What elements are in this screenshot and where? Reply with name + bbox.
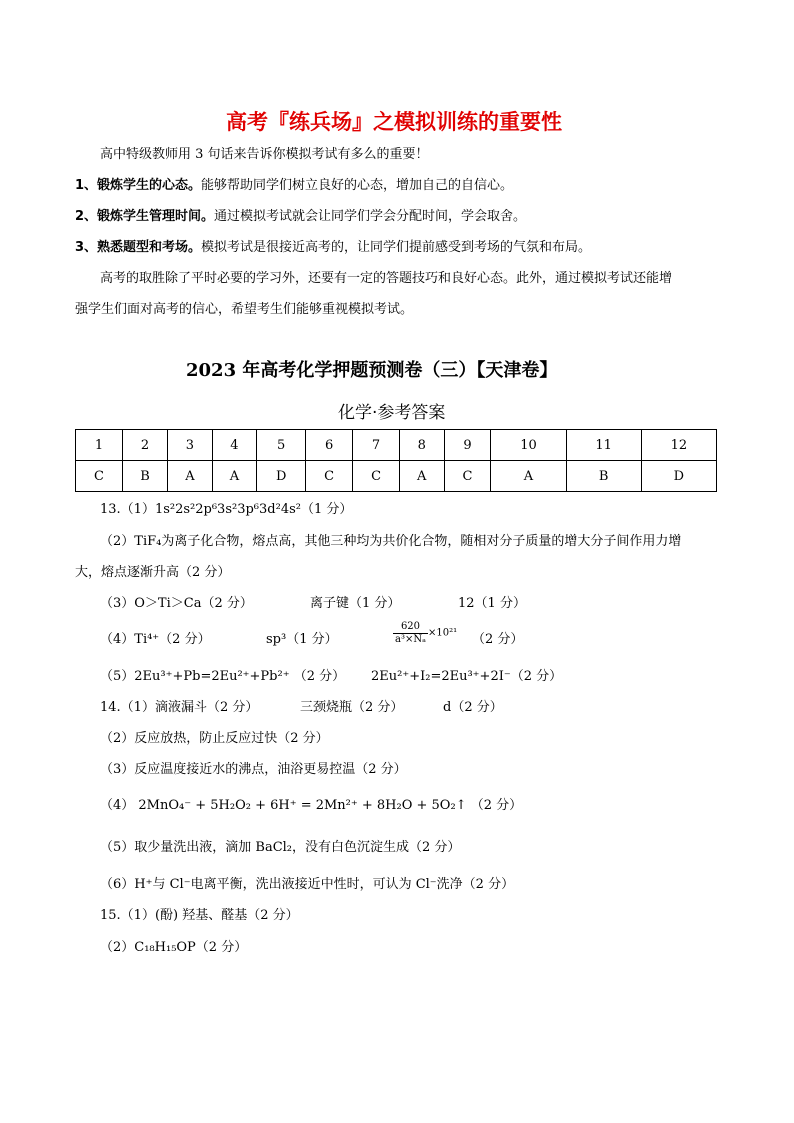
q13-part4-b: sp³（1 分） xyxy=(266,632,338,647)
point-2-lead: 2、锻炼学生管理时间。 xyxy=(75,209,215,224)
q13-part3-c: 12（1 分） xyxy=(458,596,526,611)
q14-part5: （5）取少量洗出液，滴加 BaCl₂，没有白色沉淀生成（2 分） xyxy=(100,840,461,855)
question-number: 4 xyxy=(212,430,257,461)
q15-part2: （2）C₁₈H₁₅OP（2 分） xyxy=(100,940,248,955)
q14-part2: （2）反应放热，防止反应过快（2 分） xyxy=(100,731,329,746)
q13-part2-line2: 大，熔点逐渐升高（2 分） xyxy=(75,565,231,580)
exam-subtitle: 化学·参考答案 xyxy=(338,403,446,423)
q14-part4: （4） 2MnO₄⁻ + 5H₂O₂ + 6H⁺ = 2Mn²⁺ + 8H₂O + 5O₂↑ （2 分） xyxy=(100,798,523,813)
q13-part5-a: （5）2Eu³⁺+Pb=2Eu²⁺+Pb²⁺ （2 分） xyxy=(100,669,346,684)
point-2-text: 通过模拟考试就会让同学们学会分配时间，学会取舍。 xyxy=(214,209,527,224)
question-number: 11 xyxy=(566,430,641,461)
density-fraction xyxy=(393,621,428,646)
answer-cell: C xyxy=(444,461,491,492)
point-1-lead: 1、锻炼学生的心态。 xyxy=(75,178,202,193)
page-title: 高考『练兵场』之模拟训练的重要性 xyxy=(226,110,562,134)
question-number: 5 xyxy=(257,430,306,461)
q13-part3-a: （3）O＞Ti＞Ca（2 分） xyxy=(100,596,253,611)
q14-part1-a: 14.（1）滴液漏斗（2 分） xyxy=(100,700,259,715)
point-2 xyxy=(75,208,526,226)
answer-table-answer-row xyxy=(76,461,717,492)
q13-part3-b: 离子键（1 分） xyxy=(310,596,401,611)
q13-part4-c: （2 分） xyxy=(472,632,524,647)
point-3-text: 模拟考试是很接近高考的，让同学们提前感受到考场的气氛和布局。 xyxy=(201,240,592,255)
q14-part1-c: d（2 分） xyxy=(443,700,503,715)
point-3 xyxy=(75,239,591,257)
question-number: 10 xyxy=(491,430,566,461)
answer-cell: B xyxy=(122,461,167,492)
answer-table-number-row xyxy=(76,430,717,461)
closing-line-2: 强学生们面对高考的信心，希望考生们能够重视模拟考试。 xyxy=(75,302,414,317)
answer-cell: A xyxy=(168,461,213,492)
q13-part4-formula xyxy=(393,621,457,646)
q14-part1-b: 三颈烧瓶（2 分） xyxy=(300,700,404,715)
fraction-numerator: 620 xyxy=(393,621,428,634)
question-number: 2 xyxy=(122,430,167,461)
fraction-multiplier: ×10²¹ xyxy=(427,627,458,639)
answer-cell: A xyxy=(400,461,445,492)
answer-cell: C xyxy=(306,461,353,492)
answer-cell: A xyxy=(212,461,257,492)
q13-part5-b: 2Eu²⁺+I₂=2Eu³⁺+2I⁻（2 分） xyxy=(371,669,563,684)
point-1 xyxy=(75,177,513,195)
q15-part1: 15.（1）(酚) 羟基、醛基（2 分） xyxy=(100,908,299,923)
q13-part1: 13.（1）1s²2s²2p⁶3s²3p⁶3d²4s²（1 分） xyxy=(100,502,353,517)
answer-table xyxy=(75,429,717,492)
answer-cell: D xyxy=(641,461,716,492)
question-number: 12 xyxy=(641,430,716,461)
question-number: 3 xyxy=(168,430,213,461)
intro-line: 高中特级教师用 3 句话来告诉你模拟考试有多么的重要！ xyxy=(100,147,429,162)
q14-part6: （6）H⁺与 Cl⁻电离平衡，洗出液接近中性时，可认为 Cl⁻洗净（2 分） xyxy=(100,877,515,892)
q13-part2-line1: （2）TiF₄为离子化合物，熔点高，其他三种均为共价化合物，随相对分子质量的增大分子间作用力增 xyxy=(100,534,682,549)
exam-title: 2023 年高考化学押题预测卷（三）【天津卷】 xyxy=(186,360,558,381)
answer-cell: D xyxy=(257,461,306,492)
question-number: 1 xyxy=(76,430,123,461)
answer-cell: C xyxy=(76,461,123,492)
answer-cell: B xyxy=(566,461,641,492)
fraction-denominator: a³×Nₐ xyxy=(395,634,426,645)
point-3-lead: 3、熟悉题型和考场。 xyxy=(75,240,202,255)
question-number: 9 xyxy=(444,430,491,461)
question-number: 7 xyxy=(353,430,400,461)
point-1-text: 能够帮助同学们树立良好的心态，增加自己的自信心。 xyxy=(201,178,514,193)
q14-part3: （3）反应温度接近水的沸点，油浴更易控温（2 分） xyxy=(100,762,407,777)
q13-part4-a: （4）Ti⁴⁺（2 分） xyxy=(100,632,211,647)
closing-line-1: 高考的取胜除了平时必要的学习外，还要有一定的答题技巧和良好心态。此外，通过模拟考试还能增 xyxy=(100,271,673,286)
answer-cell: A xyxy=(491,461,566,492)
answer-cell: C xyxy=(353,461,400,492)
question-number: 8 xyxy=(400,430,445,461)
question-number: 6 xyxy=(306,430,353,461)
